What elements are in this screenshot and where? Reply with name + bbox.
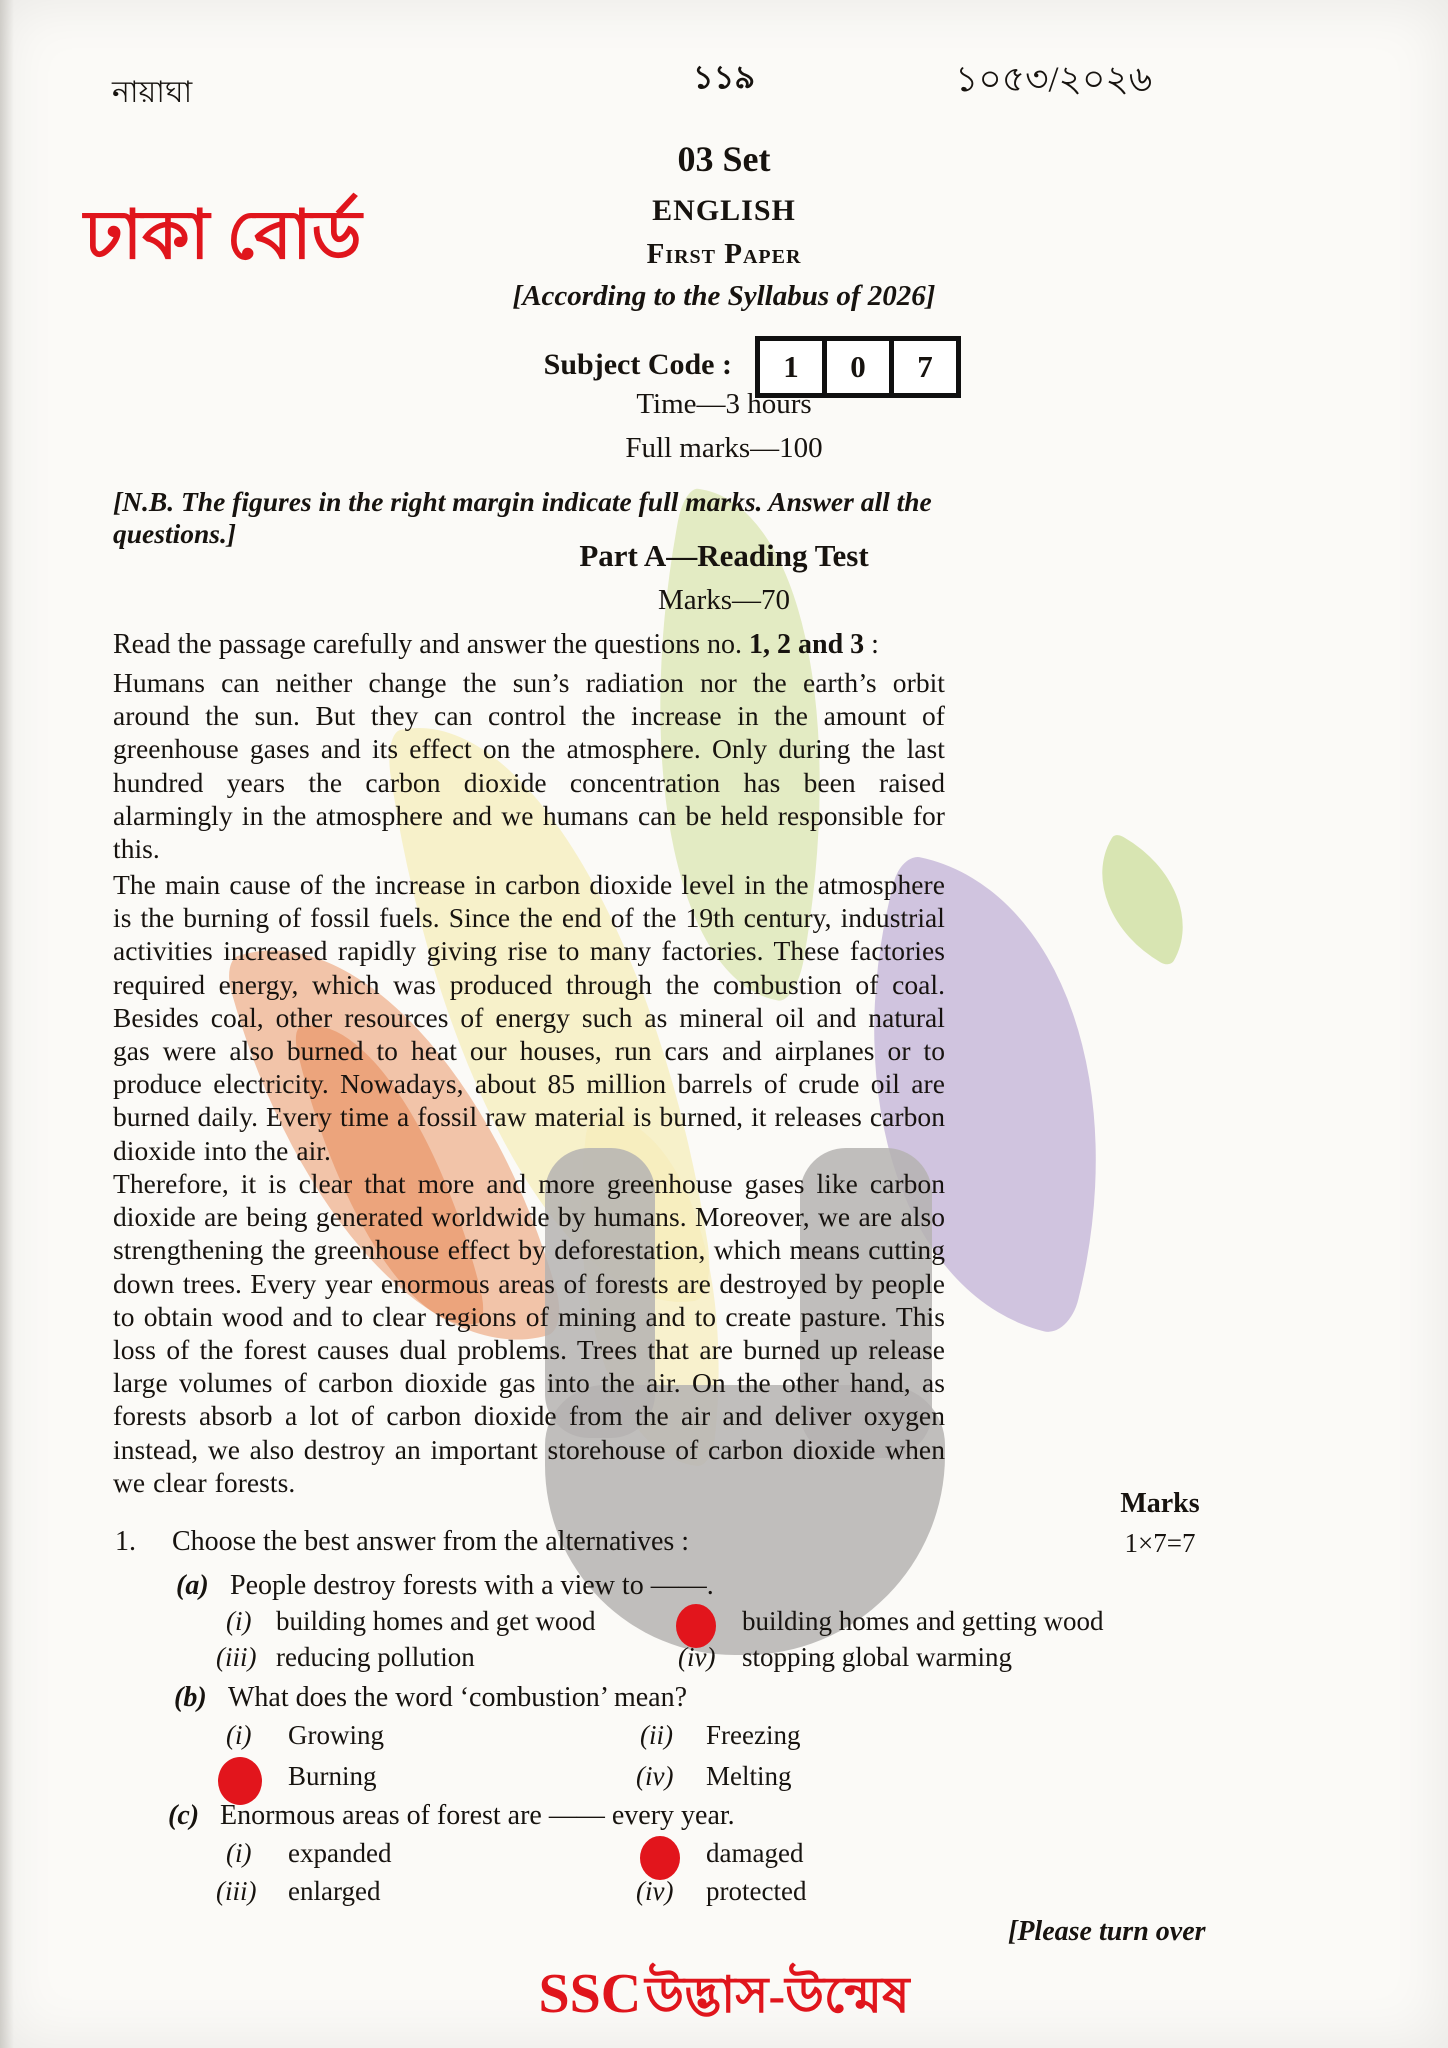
option-text: reducing pollution — [276, 1642, 475, 1672]
option-marker: (i) — [226, 1720, 252, 1750]
option-marker: (i) — [226, 1838, 252, 1868]
option-marker: (iv) — [678, 1642, 716, 1672]
option-row — [0, 1720, 1448, 1760]
handwritten-note: নায়াঘা — [112, 76, 193, 109]
page-number: ১১৯ — [692, 59, 756, 95]
option-row — [0, 1642, 1448, 1682]
subject-code-label: Subject Code : — [543, 348, 732, 381]
subject-code-digit: 7 — [889, 336, 961, 398]
part-heading: Part A—Reading Test — [579, 538, 869, 573]
footer-brand — [0, 1958, 1448, 2041]
board-stamp: ঢাকা বোর্ড — [84, 197, 362, 273]
sub-question-a-text: People destroy forests with a view to ——. — [230, 1570, 714, 1601]
passage-intro-question-numbers: 1, 2 and 3 — [749, 629, 865, 660]
sub-question-b-label: (b) — [174, 1682, 207, 1713]
option-text: enlarged — [288, 1876, 381, 1906]
nb-note: [N.B. The figures in the right margin indicate full marks. Answer all the questions.] — [113, 486, 932, 549]
option-row — [0, 1606, 1448, 1646]
option-text: Growing — [288, 1720, 384, 1750]
syllabus-note: [According to the Syllabus of 2026] — [512, 280, 936, 312]
passage-intro-colon: : — [864, 629, 879, 660]
sub-question-c-label: (c) — [168, 1800, 200, 1831]
option-row — [0, 1838, 1448, 1878]
option-marker: (iii) — [216, 1876, 257, 1906]
question-1-instruction: Choose the best answer from the alternatives : — [172, 1526, 690, 1557]
passage-intro-text: Read the passage carefully and answer the questions no. — [113, 629, 750, 660]
subject-code-digit: 0 — [822, 336, 894, 398]
watermark-flame-green-small — [1070, 832, 1215, 967]
time-line: Time—3 hours — [636, 388, 812, 420]
subject-code-digit: 1 — [755, 336, 827, 398]
option-marker: (iii) — [216, 1642, 257, 1672]
sub-question-c-text: Enormous areas of forest are —— every year. — [220, 1800, 735, 1831]
question-1-number: 1. — [115, 1526, 136, 1557]
option-marker: (iv) — [636, 1876, 674, 1906]
option-text: Melting — [706, 1761, 792, 1791]
question-1-marks: 1×7=7 — [1124, 1528, 1196, 1558]
passage-paragraph-3: Therefore, it is clear that more and more greenhouse gases like carbon dioxide are being generated worldwide by humans. Moreover, we are also strengthening the greenhouse effect by deforestation, which means cutting down trees. Every year enormous areas of forests are destroyed by people to obtain wood and to clear regions of mining and to create pasture. This loss of the forest causes dual problems. Trees that are burned up release large volumes of carbon dioxide gas into the air. On the other hand, as forests absorb a lot of carbon dioxide from the air and deliver oxygen instead, we also destroy an important storehouse of carbon dioxide when we clear forests. — [113, 1168, 945, 1498]
sub-question-a-label: (a) — [176, 1570, 209, 1601]
turn-over-note: [Please turn over — [1008, 1916, 1206, 1947]
passage-paragraph-2: The main cause of the increase in carbon dioxide level in the atmosphere is the burning of fossil fuels. Since the end of the 19th century, industrial activities increased rapidly giving rise to many factories. These factories required energy, which was produced through the combustion of coal. Besides coal, other resources of energy such as mineral oil and natural gas were also burned to heat our houses, run cars and airplanes or to produce electricity. Nowadays, about 85 million barrels of crude oil are burned daily. Every time a fossil raw material is burned, it releases carbon dioxide into the air. — [113, 869, 945, 1166]
reference-number: ১০৫৩/২০২৬ — [955, 59, 1153, 99]
passage-paragraph-1: Humans can neither change the sun’s radiation nor the earth’s orbit around the sun. But they can control the increase in the amount of greenhouse gases and its effect on the atmosphere. Only during the last hundred years the carbon dioxide concentration has been raised alarmingly in the atmosphere and we humans can be held responsible for this. — [113, 667, 945, 865]
option-marker: (ii) — [640, 1720, 673, 1750]
option-row — [0, 1757, 1448, 1801]
option-text: expanded — [288, 1838, 392, 1868]
part-marks: Marks—70 — [657, 584, 791, 616]
option-marker: (i) — [226, 1606, 252, 1636]
answer-dot — [640, 1836, 680, 1880]
footer-brand-ssc: SSC — [538, 1963, 642, 2025]
answer-dot — [218, 1757, 262, 1805]
marks-column-label: Marks — [1120, 1488, 1200, 1519]
footer-brand-name: উদ্ভাস-উন্মেষ — [645, 1967, 910, 2023]
set-label: 03 Set — [677, 139, 771, 179]
option-text: damaged — [706, 1838, 804, 1868]
full-marks-line: Full marks—100 — [625, 432, 823, 464]
option-text: protected — [706, 1876, 807, 1906]
option-text: Freezing — [706, 1720, 801, 1750]
paper-title: First Paper — [646, 238, 802, 270]
subject-title: ENGLISH — [652, 194, 796, 227]
option-row — [0, 1876, 1448, 1916]
option-text: Burning — [288, 1761, 377, 1791]
option-text: building homes and getting wood — [742, 1606, 1104, 1636]
option-marker: (iv) — [636, 1761, 674, 1791]
option-text: stopping global warming — [742, 1642, 1012, 1672]
passage-intro — [113, 629, 879, 661]
option-text: building homes and get wood — [276, 1606, 596, 1636]
sub-question-b-text: What does the word ‘combustion’ mean? — [228, 1682, 688, 1713]
